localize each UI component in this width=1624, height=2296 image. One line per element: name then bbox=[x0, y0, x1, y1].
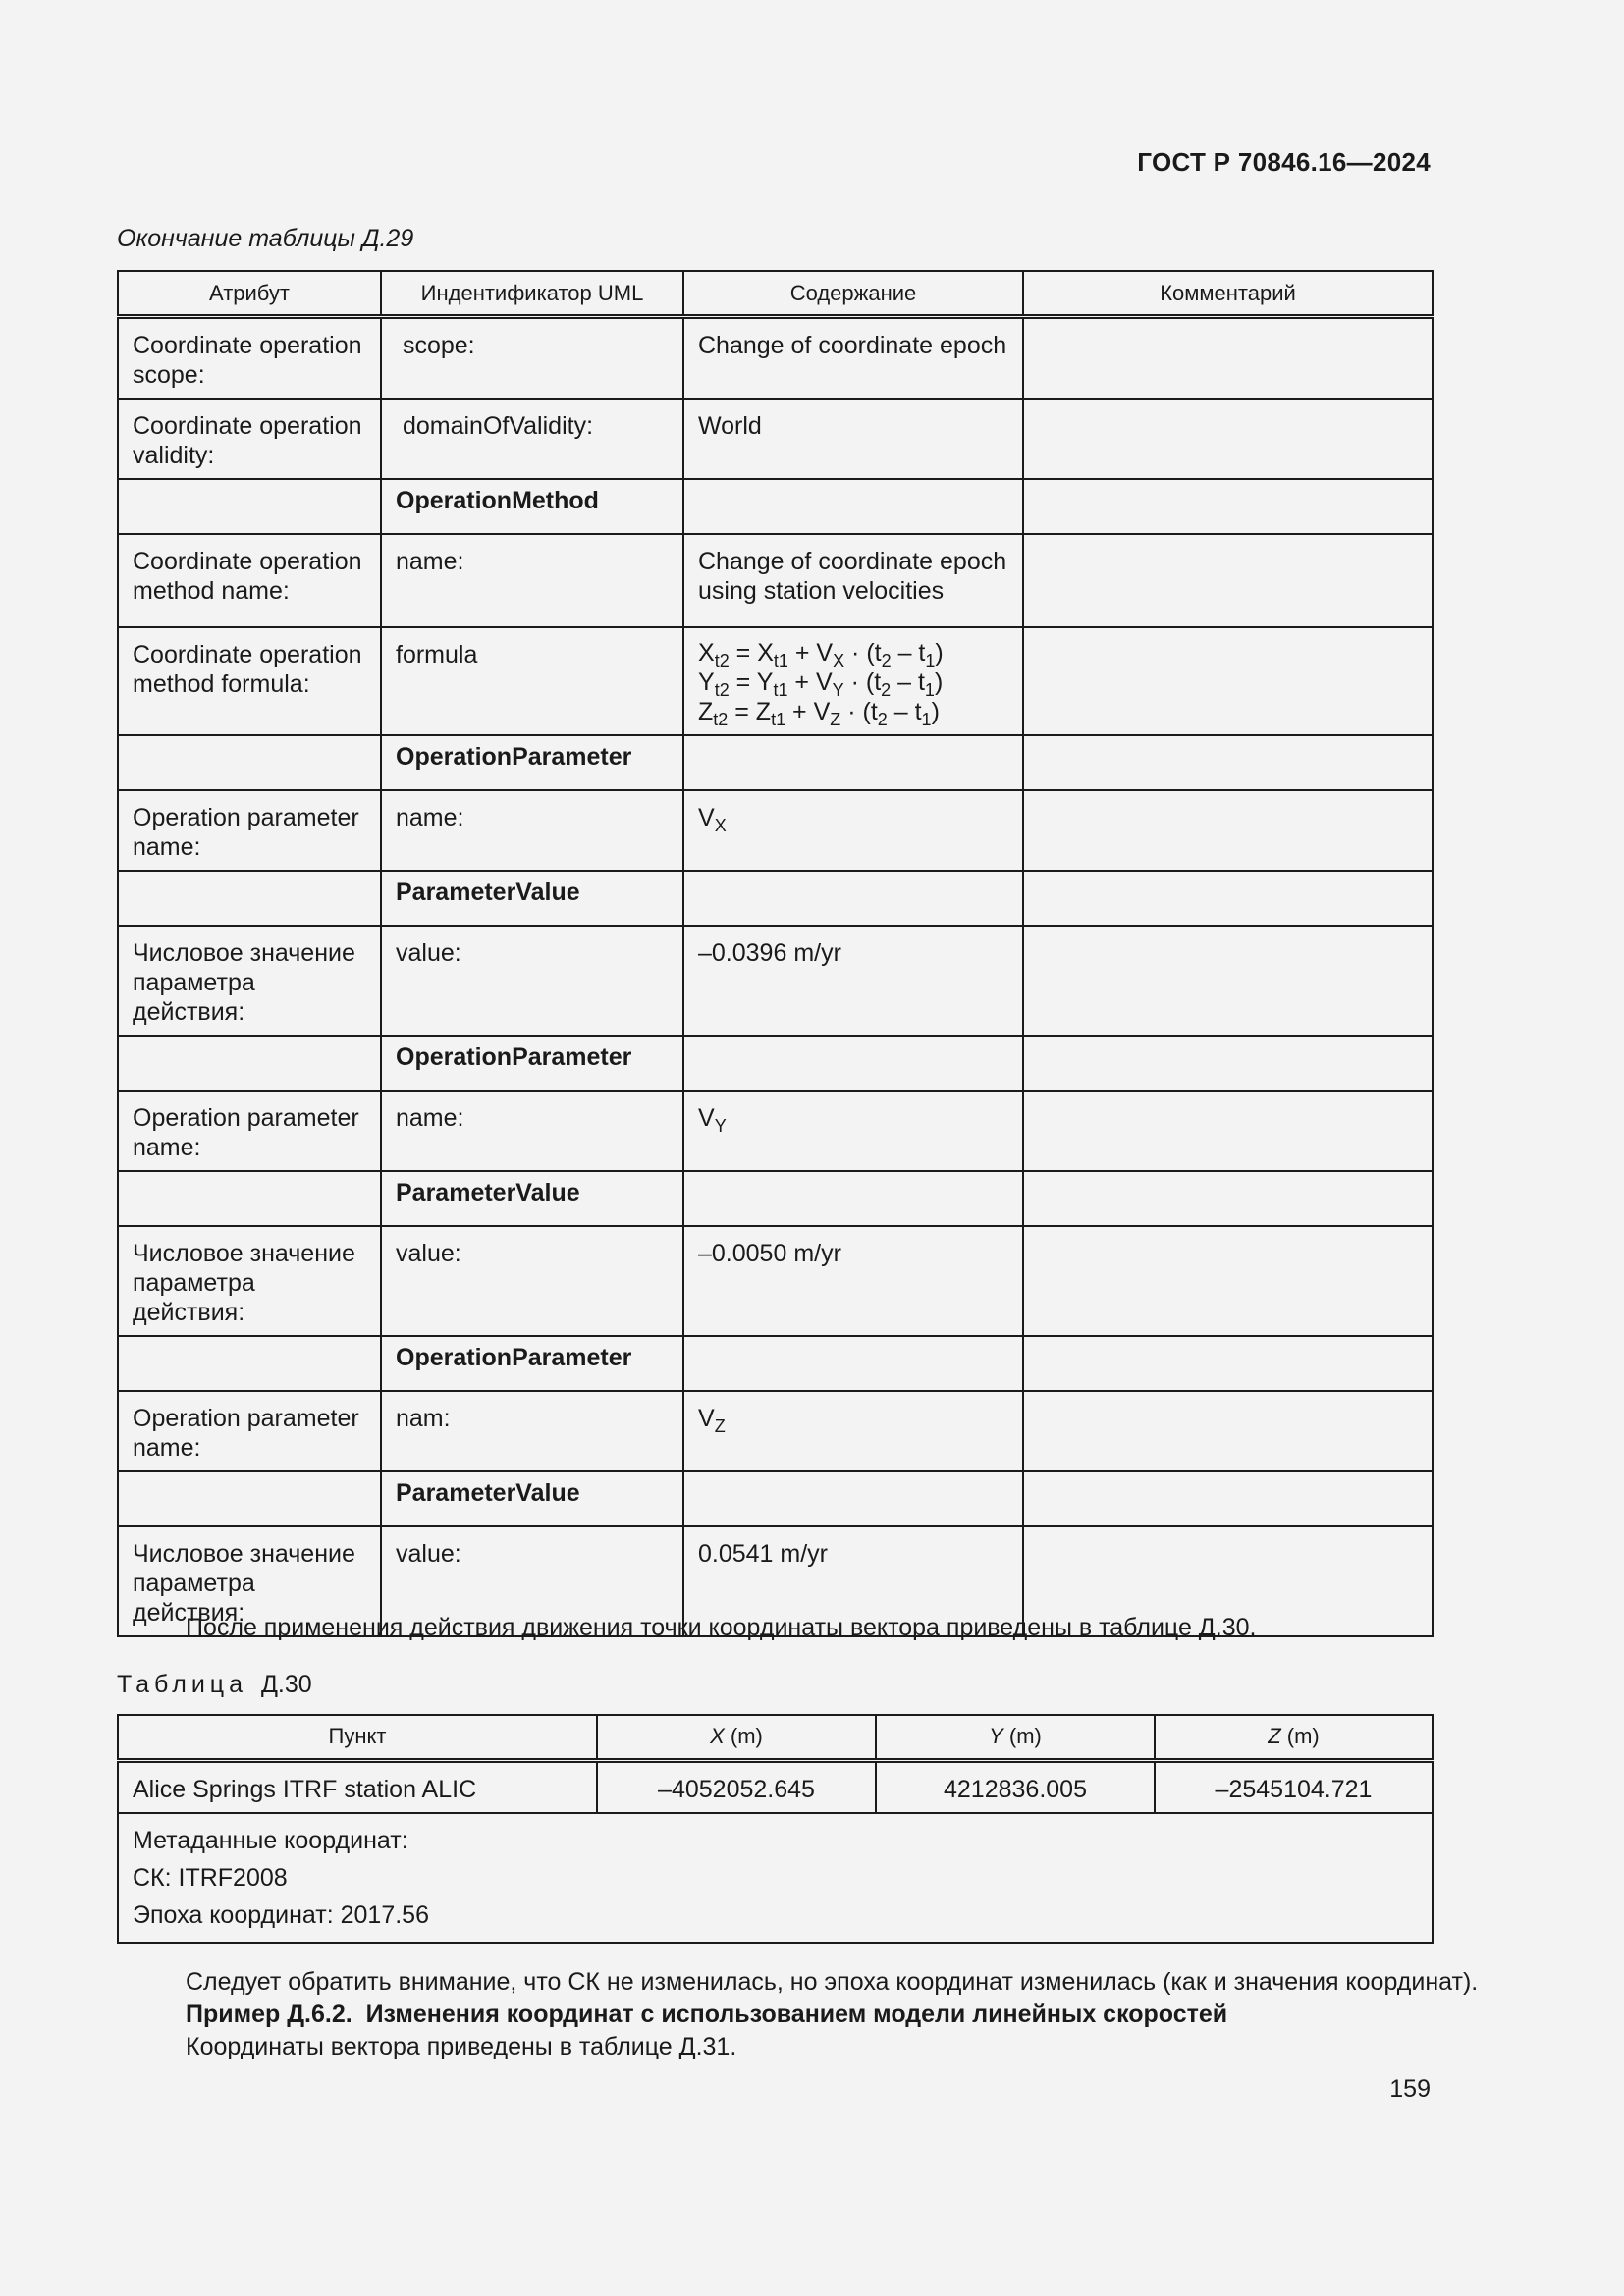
formula-line-y: $Y_{t2} = Y_{t1} + V_Y \cdot (t_2 - t_1)$ bbox=[698, 668, 944, 700]
cell-attribute: Coordinate operation method name: bbox=[118, 534, 381, 627]
cell-content: –0.0050 m/yr bbox=[683, 1226, 1023, 1336]
section-label: OperationParameter bbox=[381, 1336, 683, 1391]
table-d30-caption: Таблица Д.30 bbox=[117, 1671, 312, 1698]
cell-point: Alice Springs ITRF station ALIC bbox=[118, 1761, 597, 1814]
cell-attribute: Числовое значение параметра действия: bbox=[118, 926, 381, 1036]
section-label: OperationParameter bbox=[381, 735, 683, 790]
cell-content: World bbox=[683, 399, 1023, 479]
table-row bbox=[118, 399, 1433, 479]
column-header-x: X (m) bbox=[597, 1715, 876, 1761]
cell-empty bbox=[683, 1336, 1023, 1391]
cell-empty bbox=[683, 479, 1023, 534]
cell-attribute: Coordinate operation method formula: bbox=[118, 627, 381, 735]
cell-comment bbox=[1023, 627, 1433, 735]
table-d30 bbox=[117, 1714, 1434, 1944]
section-label: ParameterValue bbox=[381, 1471, 683, 1526]
cell-content: $V_Y$ bbox=[683, 1091, 1023, 1171]
cell-attribute: Operation parameter name: bbox=[118, 790, 381, 871]
cell-comment bbox=[1023, 926, 1433, 1036]
column-header-point: Пункт bbox=[118, 1715, 597, 1761]
cell-uml: formula bbox=[381, 627, 683, 735]
cell-empty bbox=[683, 871, 1023, 926]
cell-empty bbox=[683, 1036, 1023, 1091]
cell-uml: value: bbox=[381, 1526, 683, 1636]
cell-content: 0.0541 m/yr bbox=[683, 1526, 1023, 1636]
cell-content: –0.0396 m/yr bbox=[683, 926, 1023, 1036]
cell-uml: name: bbox=[381, 534, 683, 627]
cell-attribute: Coordinate operation scope: bbox=[118, 317, 381, 400]
cell-empty bbox=[118, 1036, 381, 1091]
table-row bbox=[118, 790, 1433, 871]
cell-comment bbox=[1023, 534, 1433, 627]
table-row bbox=[118, 534, 1433, 627]
cell-empty bbox=[118, 735, 381, 790]
page-number: 159 bbox=[1389, 2075, 1431, 2103]
table-d29 bbox=[117, 270, 1434, 1637]
cell-empty bbox=[1023, 871, 1433, 926]
example-text: Координаты вектора приведены в таблице Д.31. bbox=[186, 2033, 737, 2060]
cell-empty bbox=[1023, 1471, 1433, 1526]
cell-uml: name: bbox=[381, 1091, 683, 1171]
document-code: ГОСТ Р 70846.16—2024 bbox=[1137, 147, 1431, 177]
section-row bbox=[118, 1336, 1433, 1391]
table-header-row bbox=[118, 1715, 1433, 1761]
table-header-row bbox=[118, 271, 1433, 317]
cell-comment bbox=[1023, 790, 1433, 871]
cell-empty bbox=[1023, 1171, 1433, 1226]
cell-empty bbox=[118, 871, 381, 926]
section-label: OperationParameter bbox=[381, 1036, 683, 1091]
table-row bbox=[118, 317, 1433, 400]
section-row bbox=[118, 1171, 1433, 1226]
cell-comment bbox=[1023, 1391, 1433, 1471]
column-header-y: Y (m) bbox=[876, 1715, 1155, 1761]
cell-uml: name: bbox=[381, 790, 683, 871]
cell-attribute: Coordinate operation validity: bbox=[118, 399, 381, 479]
cell-attribute: Operation parameter name: bbox=[118, 1391, 381, 1471]
section-row bbox=[118, 1036, 1433, 1091]
cell-empty bbox=[683, 1471, 1023, 1526]
section-row bbox=[118, 479, 1433, 534]
paragraph-after-table: После применения действия движения точки координаты вектора приведены в таблице Д.30. bbox=[186, 1614, 1257, 1641]
cell-comment bbox=[1023, 1226, 1433, 1336]
table-row bbox=[118, 926, 1433, 1036]
cell-content: Change of coordinate epoch using station velocities bbox=[683, 534, 1023, 627]
cell-content: Change of coordinate epoch bbox=[683, 317, 1023, 400]
section-label: OperationMethod bbox=[381, 479, 683, 534]
table-row bbox=[118, 1226, 1433, 1336]
cell-y: 4212836.005 bbox=[876, 1761, 1155, 1814]
table-row bbox=[118, 1391, 1433, 1471]
cell-comment bbox=[1023, 399, 1433, 479]
cell-metadata bbox=[118, 1813, 1433, 1943]
column-header-attribute: Атрибут bbox=[118, 271, 381, 317]
cell-uml: value: bbox=[381, 1226, 683, 1336]
section-label: ParameterValue bbox=[381, 871, 683, 926]
cell-empty bbox=[1023, 1036, 1433, 1091]
cell-attribute: Operation parameter name: bbox=[118, 1091, 381, 1171]
cell-empty bbox=[118, 1336, 381, 1391]
cell-comment bbox=[1023, 1091, 1433, 1171]
column-header-z: Z (m) bbox=[1155, 1715, 1433, 1761]
cell-empty bbox=[1023, 735, 1433, 790]
table-row bbox=[118, 1091, 1433, 1171]
cell-attribute: Числовое значение параметра действия: bbox=[118, 1226, 381, 1336]
table-row bbox=[118, 1761, 1433, 1814]
metadata-epoch: Эпоха координат: 2017.56 bbox=[133, 1901, 429, 1929]
cell-uml: scope: bbox=[381, 317, 683, 400]
column-header-comment: Комментарий bbox=[1023, 271, 1433, 317]
cell-content: $V_Z$ bbox=[683, 1391, 1023, 1471]
section-row bbox=[118, 871, 1433, 926]
formula-line-z: $Z_{t2} = Z_{t1} + V_Z \cdot (t_2 - t_1)$ bbox=[698, 698, 940, 729]
cell-empty bbox=[118, 1471, 381, 1526]
column-header-content: Содержание bbox=[683, 271, 1023, 317]
table-continuation-caption: Окончание таблицы Д.29 bbox=[117, 225, 414, 252]
cell-attribute: Числовое значение параметра действия: bbox=[118, 1526, 381, 1636]
example-title: Пример Д.6.2. Изменения координат с использованием модели линейных скоростей bbox=[186, 2001, 1228, 2028]
cell-uml: domainOfValidity: bbox=[381, 399, 683, 479]
cell-formula bbox=[683, 627, 1023, 735]
cell-comment bbox=[1023, 317, 1433, 400]
cell-uml: value: bbox=[381, 926, 683, 1036]
note-paragraph: Следует обратить внимание, что СК не изменилась, но эпоха координат изменилась (как и значения координат). bbox=[186, 1968, 1479, 1996]
section-label: ParameterValue bbox=[381, 1171, 683, 1226]
cell-empty bbox=[118, 479, 381, 534]
cell-x: –4052052.645 bbox=[597, 1761, 876, 1814]
metadata-crs: СК: ITRF2008 bbox=[133, 1864, 288, 1892]
metadata-heading: Метаданные координат: bbox=[133, 1827, 408, 1854]
cell-content: $V_X$ bbox=[683, 790, 1023, 871]
section-row bbox=[118, 1471, 1433, 1526]
cell-empty bbox=[1023, 1336, 1433, 1391]
cell-empty bbox=[118, 1171, 381, 1226]
cell-empty bbox=[683, 1171, 1023, 1226]
cell-empty bbox=[1023, 479, 1433, 534]
cell-uml: nam: bbox=[381, 1391, 683, 1471]
metadata-row bbox=[118, 1813, 1433, 1943]
table-row bbox=[118, 627, 1433, 735]
cell-z: –2545104.721 bbox=[1155, 1761, 1433, 1814]
section-row bbox=[118, 735, 1433, 790]
column-header-uml-id: Индентификатор UML bbox=[381, 271, 683, 317]
cell-empty bbox=[683, 735, 1023, 790]
formula-line-x: $X_{t2} = X_{t1} + V_X \cdot (t_2 - t_1)$ bbox=[698, 639, 944, 670]
